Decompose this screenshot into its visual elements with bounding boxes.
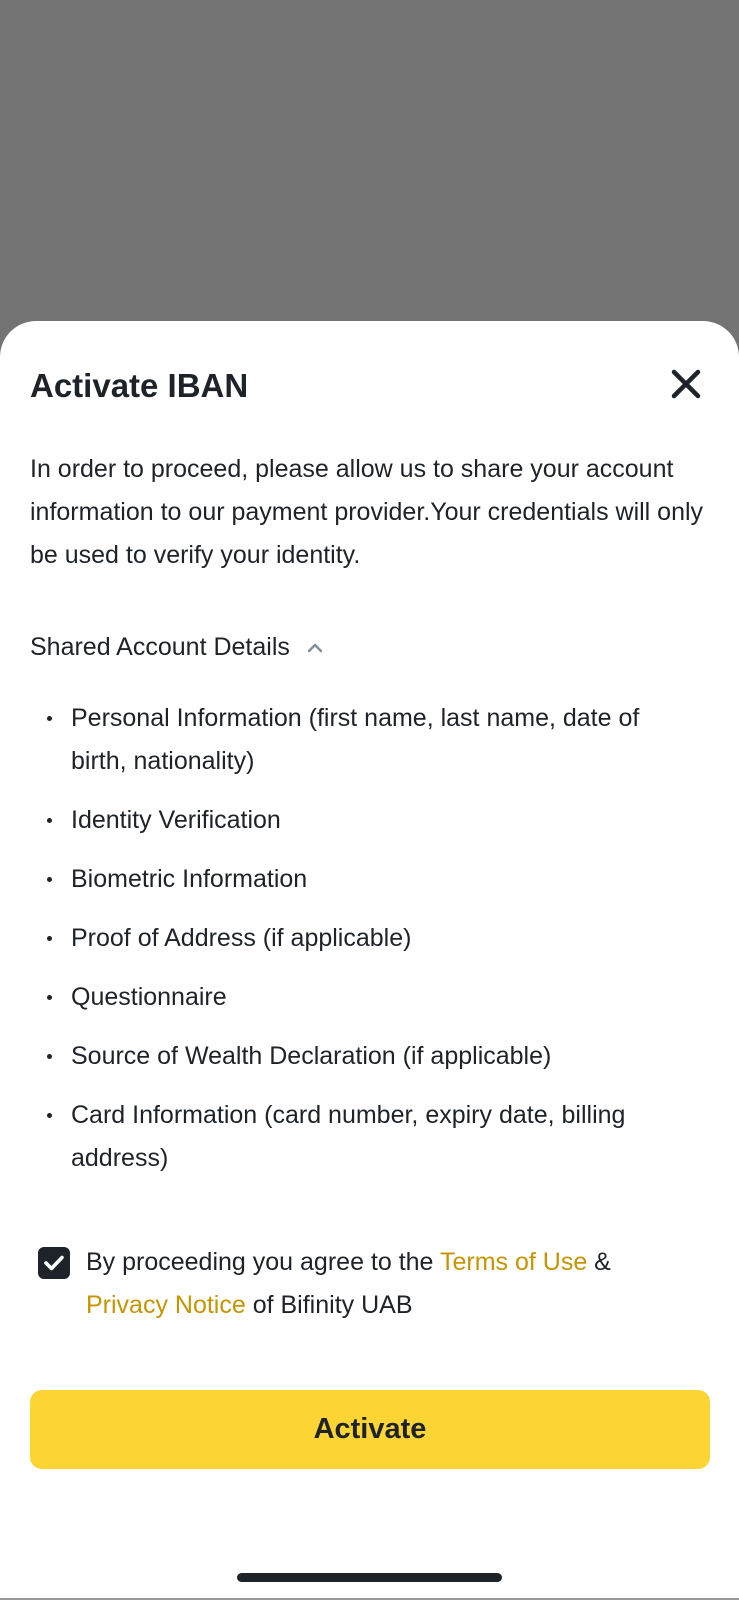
checkmark-icon	[43, 1254, 65, 1272]
terms-of-use-link[interactable]: Terms of Use	[439, 1248, 588, 1276]
consent-text-between: &	[587, 1248, 611, 1276]
list-item	[30, 858, 670, 901]
chevron-up-icon	[306, 641, 324, 653]
bullet-icon	[47, 1054, 52, 1059]
bullet-icon	[47, 995, 52, 1000]
list-item-text: Identity Verification	[71, 806, 281, 834]
list-item	[30, 1035, 670, 1078]
bullet-icon	[47, 936, 52, 941]
bullet-icon	[47, 716, 52, 721]
list-item	[30, 697, 670, 783]
list-item-text: Proof of Address (if applicable)	[71, 924, 412, 952]
list-item	[30, 799, 670, 842]
list-item-text: Card Information (card number, expiry date, billing address)	[71, 1101, 626, 1172]
consent-row	[38, 1241, 678, 1327]
consent-text	[86, 1241, 678, 1327]
consent-checkbox[interactable]	[38, 1247, 70, 1279]
consent-text-before: By proceeding you agree to the	[86, 1248, 440, 1276]
list-item-text: Personal Information (first name, last name, date of birth, nationality)	[71, 704, 640, 775]
list-item	[30, 1094, 670, 1180]
close-icon	[670, 368, 702, 400]
modal-description: In order to proceed, please allow us to share your account information to our payment provider.Your credentials will only be used to verify your identity.	[30, 455, 704, 569]
home-indicator[interactable]	[237, 1573, 502, 1582]
bullet-icon	[47, 1113, 52, 1118]
list-item	[30, 917, 670, 960]
bullet-icon	[47, 818, 52, 823]
close-button[interactable]	[662, 360, 710, 408]
list-item	[30, 976, 670, 1019]
list-item-text: Biometric Information	[71, 865, 308, 893]
shared-account-details-toggle[interactable]	[30, 627, 324, 667]
activate-button[interactable]: Activate	[30, 1390, 710, 1469]
details-toggle-label: Shared Account Details	[30, 632, 290, 661]
list-item-text: Source of Wealth Declaration (if applicable)	[71, 1042, 552, 1070]
privacy-notice-link[interactable]: Privacy Notice	[86, 1291, 246, 1319]
modal-backdrop[interactable]	[0, 0, 739, 322]
list-item-text: Questionnaire	[71, 983, 227, 1011]
consent-text-after: of Bifinity UAB	[245, 1291, 413, 1319]
bullet-icon	[47, 877, 52, 882]
modal-title: Activate IBAN	[30, 367, 249, 404]
shared-details-list	[30, 697, 670, 1196]
